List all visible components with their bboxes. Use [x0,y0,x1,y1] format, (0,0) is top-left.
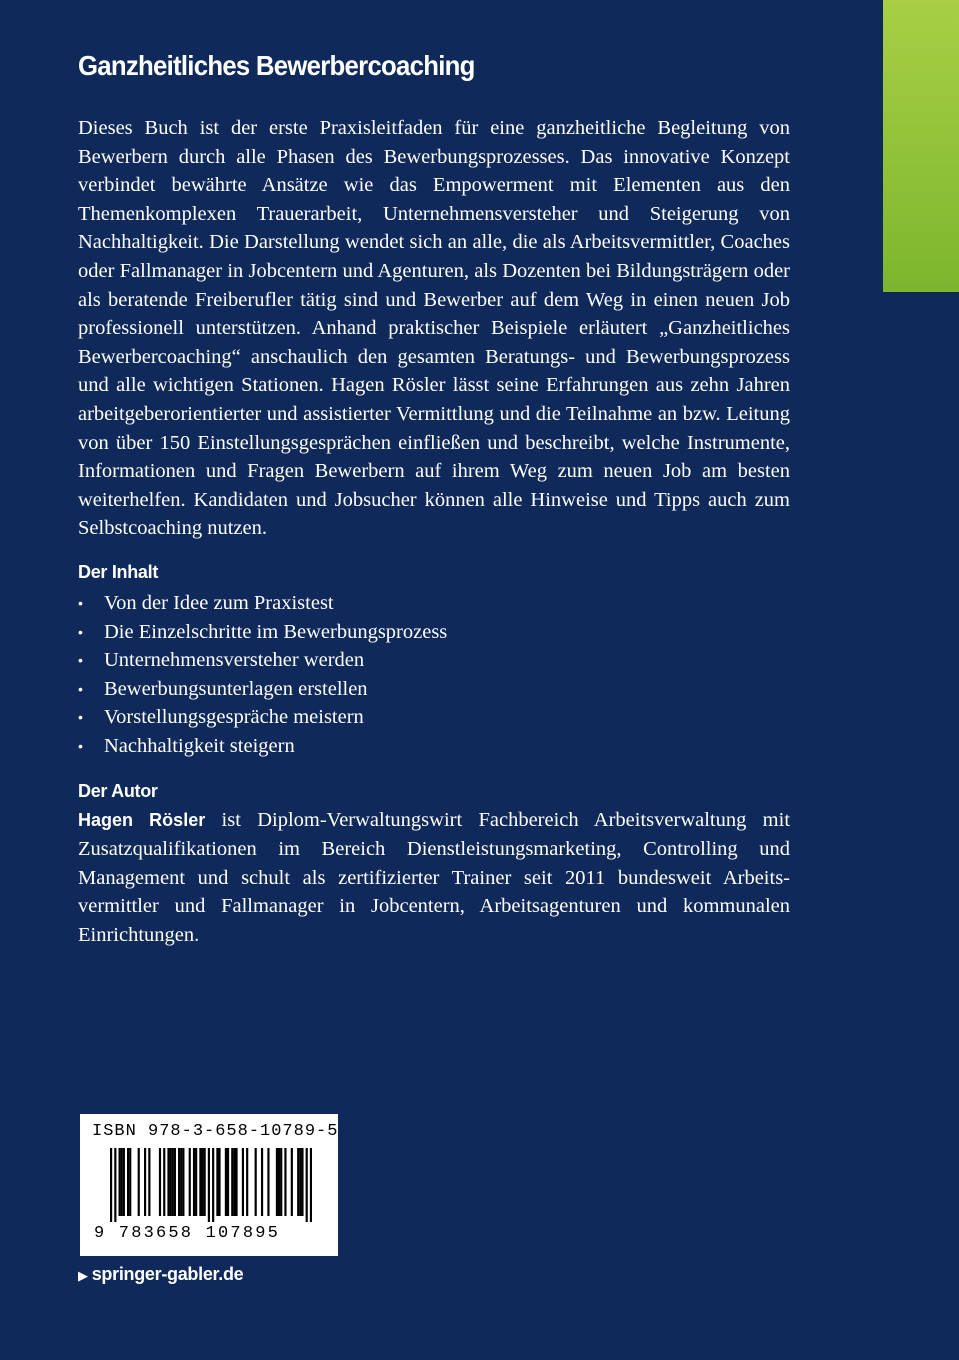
bullet-icon: • [78,680,83,697]
barcode-bar [276,1148,278,1216]
autor-heading: Der Autor [78,781,158,802]
list-item [78,732,790,761]
contents-list [78,589,790,761]
barcode-bar [299,1148,301,1216]
barcode-bar [129,1148,131,1216]
barcode-bar [267,1148,269,1216]
list-item [78,703,790,732]
list-item-text: Unternehmensversteher werden [104,649,365,672]
barcode-bar [182,1148,184,1216]
barcode-bar [114,1148,116,1222]
bullet-icon: • [78,594,83,611]
barcode-bar [178,1148,180,1216]
list-item [78,675,790,704]
barcode-bar [119,1148,121,1216]
barcode-bar [189,1148,191,1216]
isbn-barcode [80,1114,338,1256]
barcode-bar [195,1148,197,1216]
publisher-website-link[interactable] [78,1262,243,1288]
barcode-bar [163,1148,165,1216]
barcode-bar [291,1148,293,1216]
barcode-bar [280,1148,282,1216]
barcode-bar [204,1148,206,1216]
bullet-icon: • [78,623,83,640]
barcode-bar [225,1148,227,1216]
barcode-bar [123,1148,125,1216]
list-item [78,618,790,647]
barcode-bar [138,1148,140,1216]
barcode-digits: 9 783658 107895 [94,1224,281,1243]
barcode-bar [233,1148,235,1216]
website-text: springer-gabler.de [91,1264,244,1284]
list-item-text: Die Einzelschritte im Bewerbungsprozess [104,620,448,643]
barcode-bar [284,1148,286,1216]
barcode-bar [127,1148,129,1216]
list-item-text: Bewerbungsunterlagen erstellen [104,677,368,700]
barcode-bar [201,1148,203,1216]
barcode-bar [278,1148,280,1216]
barcode-bar [110,1148,112,1222]
barcode-bar [208,1148,210,1222]
barcode-bar [212,1148,214,1222]
barcode-bar [255,1148,257,1216]
barcode-bar [306,1148,308,1222]
barcode-bar [170,1148,172,1216]
accent-color-bar [883,0,959,292]
barcode-bar [246,1148,248,1216]
barcode-bar [193,1148,195,1216]
barcode-bar [174,1148,176,1216]
barcode-bars [110,1148,312,1222]
barcode-bar [297,1148,299,1216]
barcode-bar [121,1148,123,1216]
barcode-bar [301,1148,303,1216]
barcode-bar [216,1148,218,1216]
bullet-icon: • [78,709,83,726]
inhalt-heading: Der Inhalt [78,561,159,582]
back-cover-content [78,46,790,949]
barcode-bar [199,1148,201,1216]
barcode-bar [167,1148,169,1216]
list-item-text: Nachhaltigkeit steigern [104,734,295,757]
list-item-text: Von der Idee zum Praxistest [104,591,334,614]
barcode-bar [218,1148,220,1216]
barcode-bar [235,1148,237,1216]
barcode-bar [144,1148,146,1216]
autor-name: Hagen Rösler [78,810,206,831]
book-description: Dieses Buch ist der erste Praxisleitfaden für eine ganzheitliche Begleitung von Bewerbern durch alle Phasen des Bewerbungsprozesses. Das innovative Konzept verbindet bewährte Ansätze wie das Empowerment mit Elementen aus den Themenkomplexen Trauerarbeit, Unternehmensversteher und Steigerung von Nachhaltigkeit. Die Darstellung wendet sich an alle, die als Arbeitsvermittler, Coaches oder Fallmanager in Jobcentern und Agenturen, als Dozenten bei Bildungsträgern oder als beratende Freiberufler tätig sind und Bewerber auf dem Weg in einen neuen Job professionell unterstützen. Anhand praktischer Beispiele erläutert „Ganzheitliches Bewerbercoaching“ anschaulich den gesamten Beratungs- und Bewerbungsprozess und alle wichtigen Stationen. Hagen Rösler lässt seine Erfahrungen aus zehn Jahren arbeitgeberorientierter und assistierter Vermittlung und die Teilnahme an bzw. Leitung von über 150 Einstellungsgesprächen einfließen und beschreibt, welche Instrumente, Informationen und Fragen Bewerbern auf ihrem Weg zum neuen Job am besten weiterhelfen. Kandidaten und Jobsucher können alle Hinweise und Tipps auch zum Selbstcoaching nutzen. [78,117,790,540]
barcode-bar [261,1148,263,1216]
barcode-bar [148,1148,150,1216]
barcode-bar [172,1148,174,1216]
arrow-right-icon: ▶ [78,1268,88,1283]
book-title: Ganzheitliches Bewerbercoaching [78,50,475,81]
barcode-bar [227,1148,229,1216]
bullet-icon: • [78,737,83,754]
barcode-bar [231,1148,233,1216]
isbn-label: ISBN 978-3-658-10789-5 [92,1122,339,1141]
list-item-text: Vorstellungsgespräche meistern [104,706,364,729]
barcode-bar [159,1148,161,1216]
barcode-bar [310,1148,312,1222]
barcode-bar [242,1148,244,1216]
list-item [78,589,790,618]
list-item [78,646,790,675]
autor-bio [78,806,790,949]
barcode-bar [180,1148,182,1216]
bullet-icon: • [78,652,83,669]
autor-bio-text: ist Diplom-Verwaltungswirt Fachbereich Arbeitsverwaltung mit Zusatzqualifikationen im Bereich Dienstleistungsmarketing, Controlling und Management und schult als zertifizierter Trainer seit 2011 bundesweit Arbeitsvermittler und Fallmanager in Jobcentern, Arbeitsagenturen und kommunalen Einrichtungen. [78,809,791,946]
